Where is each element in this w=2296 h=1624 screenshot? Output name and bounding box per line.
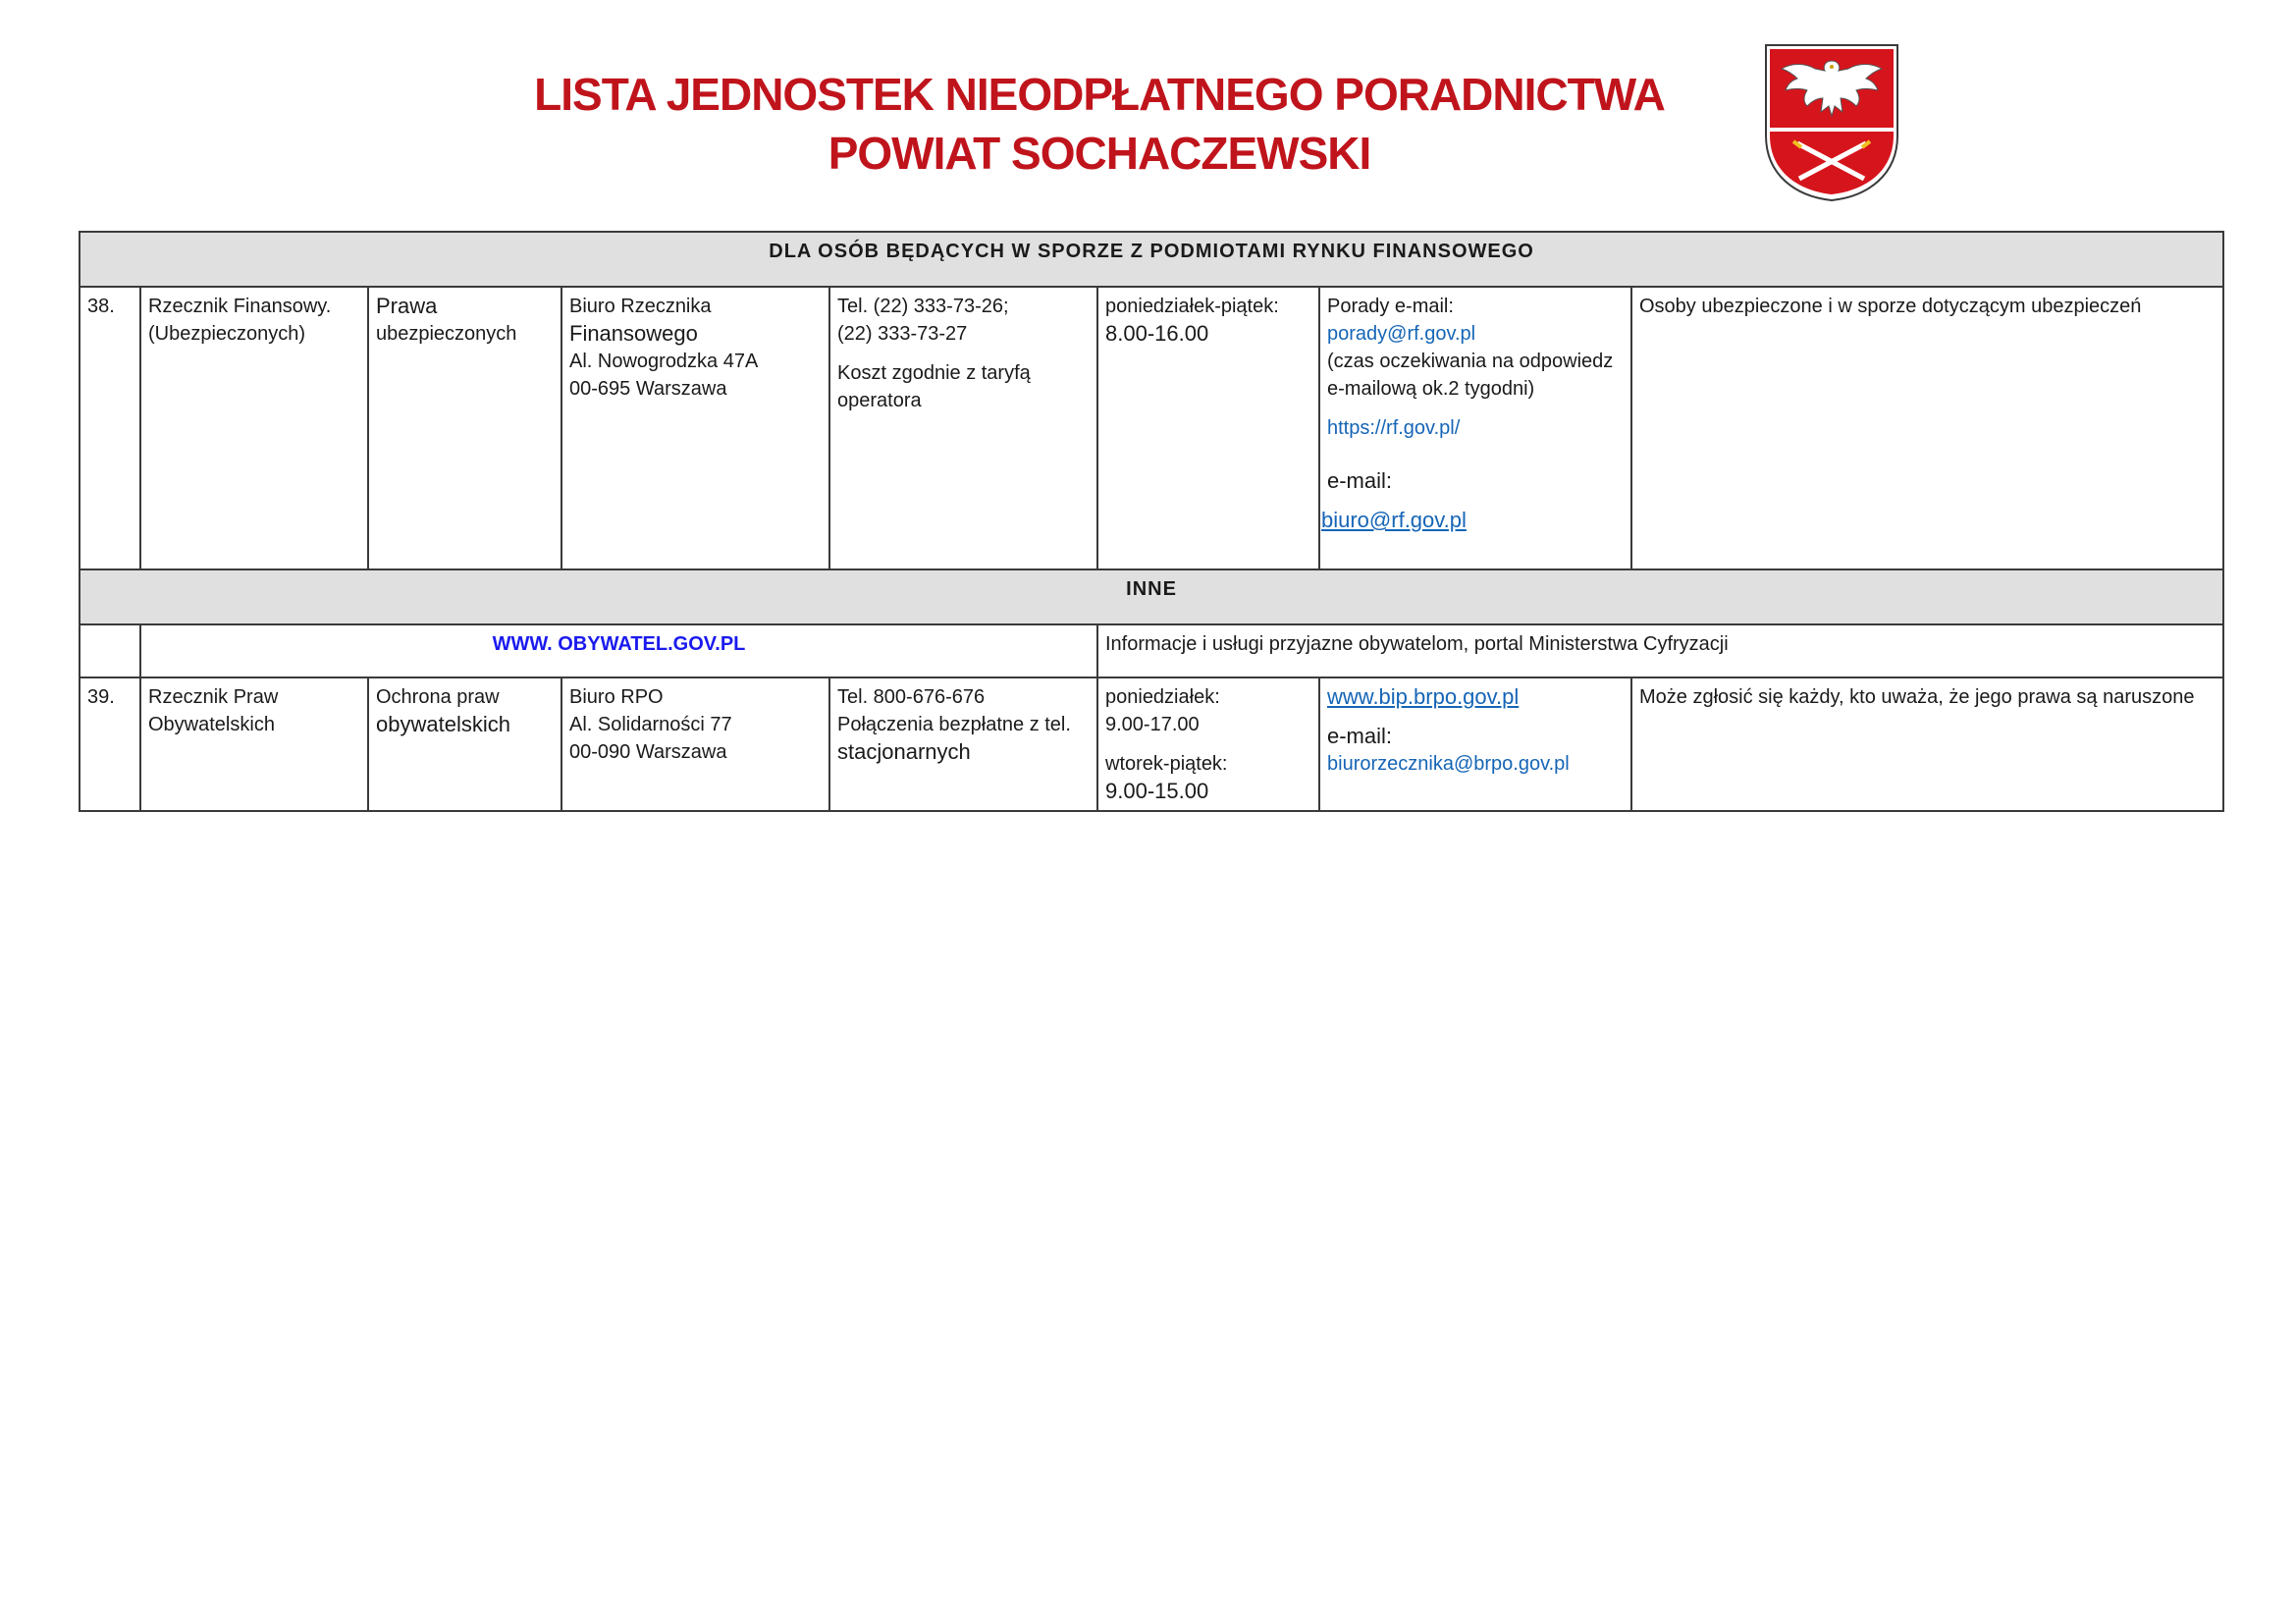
title-line-2: POWIAT SOCHACZEWSKI xyxy=(828,128,1371,179)
description: Osoby ubezpieczone i w sporze dotyczącym ubezpieczeń xyxy=(1631,287,2223,569)
row-number: 38. xyxy=(80,287,140,569)
email-link-2[interactable]: biuro@rf.gov.pl xyxy=(1321,508,1467,532)
contact: www.bip.brpo.gov.pl e-mail: biurorzecznika@brpo.gov.pl xyxy=(1319,677,1631,811)
description: Może zgłosić się każdy, kto uważa, że jego prawa są naruszone xyxy=(1631,677,2223,811)
title-line-1: LISTA JEDNOSTEK NIEODPŁATNEGO PORADNICTWA xyxy=(534,69,1665,120)
section-header-other: INNE xyxy=(80,569,2223,624)
contact: Porady e-mail: porady@rf.gov.pl (czas oczekiwania na odpowiedz e-mailową ok.2 tygodni) https://rf.gov.pl/ e-mail: biuro@rf.gov.pl xyxy=(1319,287,1631,569)
address: Biuro RPO Al. Solidarności 77 00-090 Warszawa xyxy=(561,677,829,811)
email-link[interactable]: porady@rf.gov.pl xyxy=(1327,323,1476,345)
address: Biuro Rzecznika Finansowego Al. Nowogrodzka 47A 00-695 Warszawa xyxy=(561,287,829,569)
units-table xyxy=(79,231,2224,812)
advice-scope: Prawa ubezpieczonych xyxy=(368,287,561,569)
page-title xyxy=(373,65,1826,183)
empty-cell xyxy=(80,624,140,677)
opening-hours: poniedziałek-piątek: 8.00-16.00 xyxy=(1097,287,1319,569)
unit-name: Rzecznik Praw Obywatelskich xyxy=(140,677,368,811)
portal-description: Informacje i usługi przyjazne obywatelom, portal Ministerstwa Cyfryzacji xyxy=(1097,624,2223,677)
website-link[interactable]: https://rf.gov.pl/ xyxy=(1327,417,1461,439)
phone: Tel. (22) 333-73-26; (22) 333-73-27 Koszt zgodnie z taryfą operatora xyxy=(829,287,1097,569)
unit-name: Rzecznik Finansowy. (Ubezpieczonych) xyxy=(140,287,368,569)
advice-scope: Ochrona praw obywatelskich xyxy=(368,677,561,811)
section-header-financial: DLA OSÓB BĘDĄCYCH W SPORZE Z PODMIOTAMI RYNKU FINANSOWEGO xyxy=(80,232,2223,287)
portal-link[interactable]: WWW. OBYWATEL.GOV.PL xyxy=(140,624,1097,677)
table-row xyxy=(80,287,2223,569)
table-row xyxy=(80,624,2223,677)
coat-of-arms-icon xyxy=(1762,41,1901,202)
row-number: 39. xyxy=(80,677,140,811)
email-link[interactable]: biurorzecznika@brpo.gov.pl xyxy=(1327,753,1570,775)
website-link[interactable]: www.bip.brpo.gov.pl xyxy=(1327,684,1520,709)
opening-hours: poniedziałek: 9.00-17.00 wtorek-piątek: 9.00-15.00 xyxy=(1097,677,1319,811)
phone: Tel. 800-676-676 Połączenia bezpłatne z tel. stacjonarnych xyxy=(829,677,1097,811)
table-row xyxy=(80,677,2223,811)
